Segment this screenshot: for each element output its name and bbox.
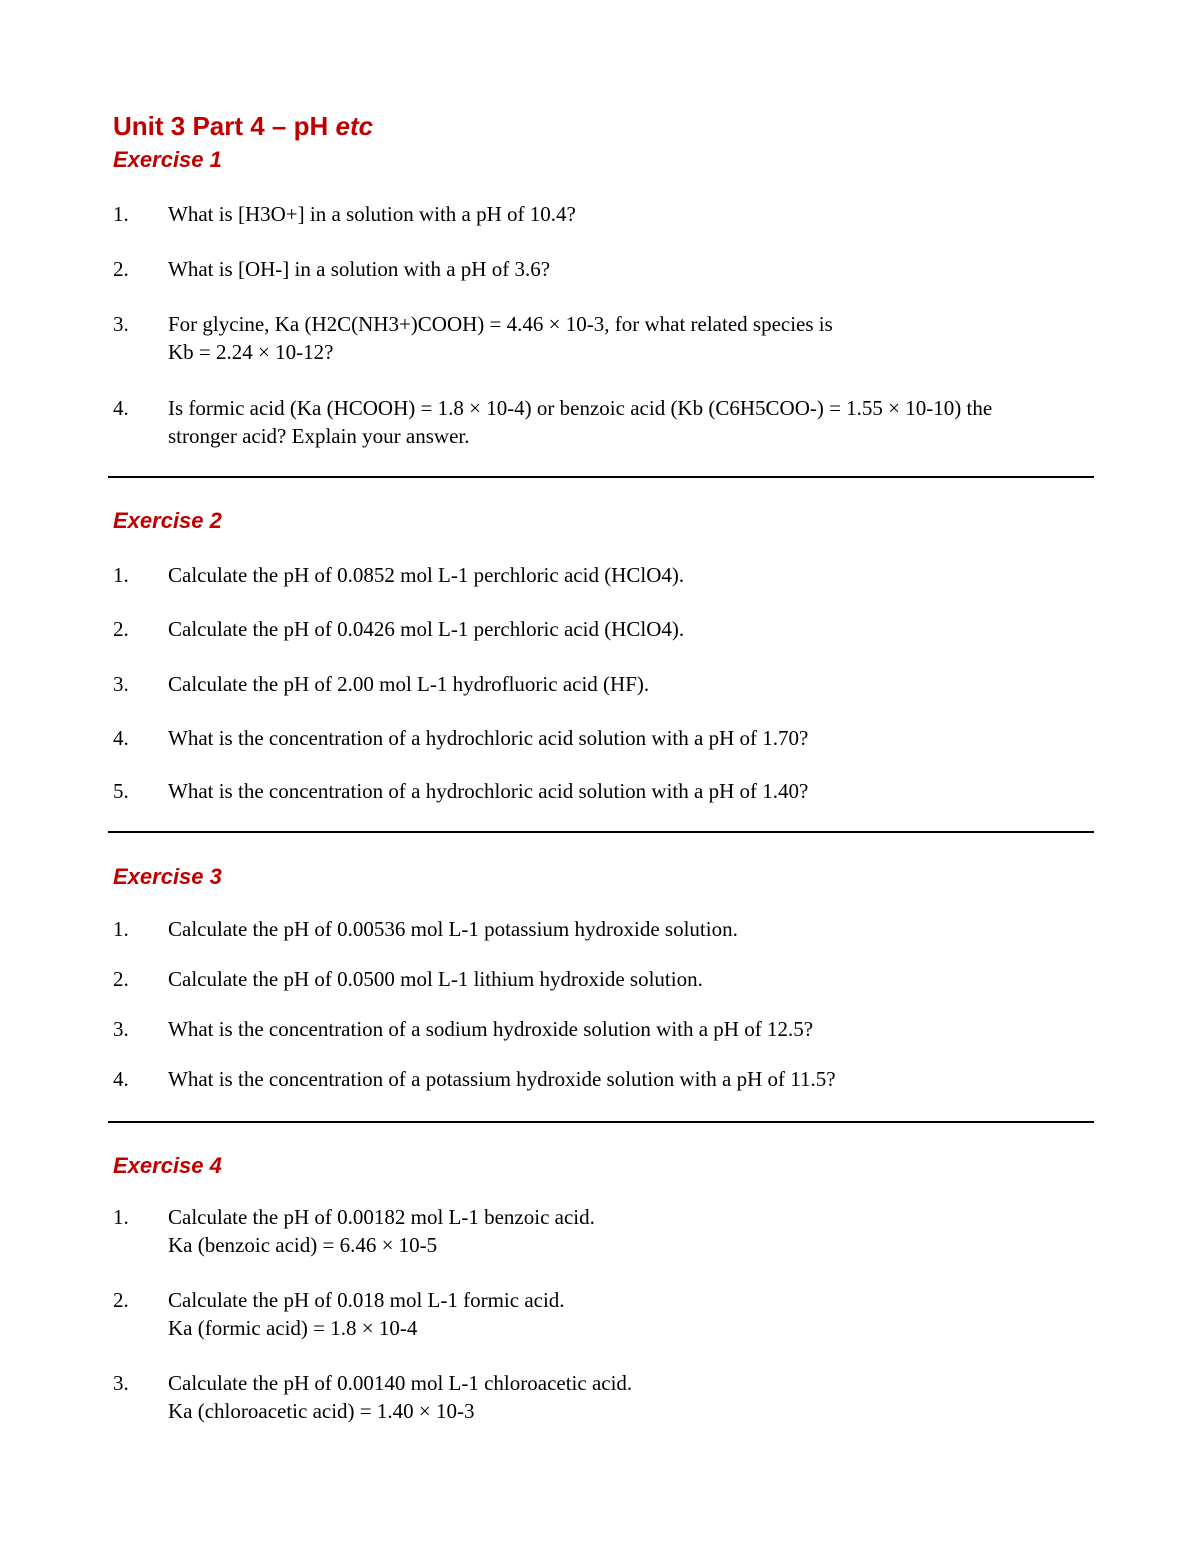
section-divider (108, 476, 1094, 478)
section-divider (108, 1121, 1094, 1123)
exercise-1-heading: Exercise 1 (113, 147, 222, 172)
section-divider (108, 831, 1094, 833)
exercise-3-heading: Exercise 3 (113, 864, 222, 889)
exercise-4-heading: Exercise 4 (113, 1153, 222, 1178)
page-title: Unit 3 Part 4 – pH etc (113, 111, 374, 141)
exercise-2-heading: Exercise 2 (113, 508, 222, 533)
